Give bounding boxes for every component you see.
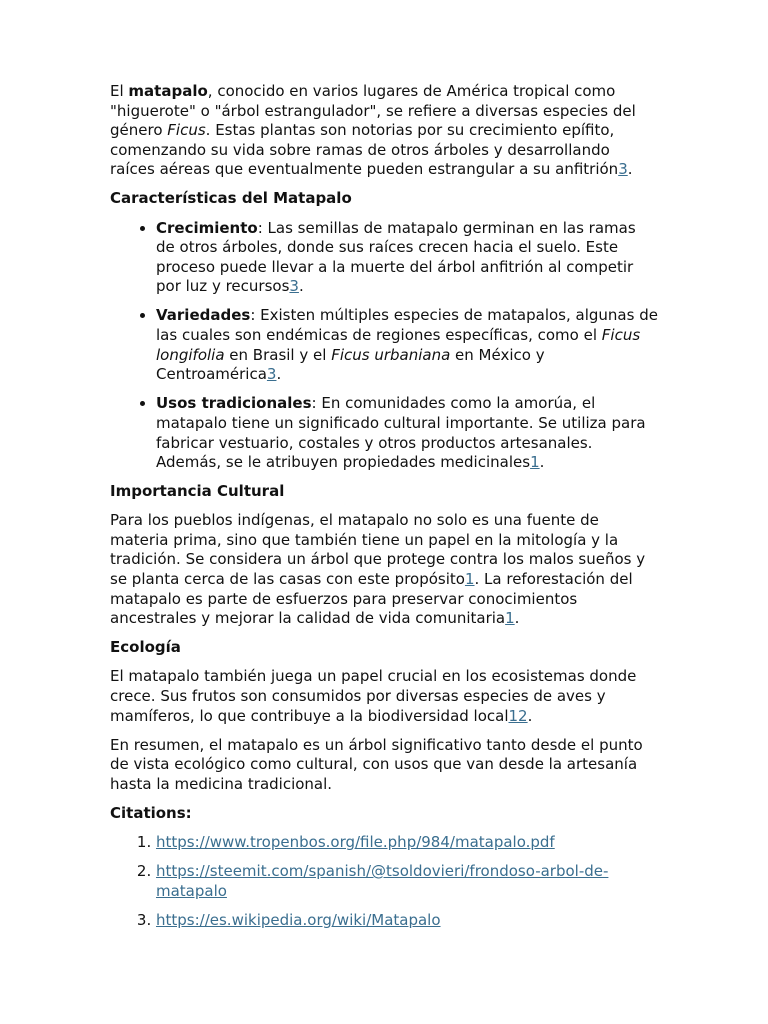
citation-url-link[interactable]: https://www.tropenbos.org/file.php/984/matapalo.pdf [156,833,555,852]
heading-caracteristicas: Características del Matapalo [110,189,352,208]
citation-link[interactable]: 12 [508,706,528,725]
citation-url-link[interactable]: https://es.wikipedia.org/wiki/Matapalo [156,910,441,929]
list-item-text: : En comunidades como la amorúa, el matapalo tiene un significado cultural importante. Se utiliza para fabricar vestuario, costales y otros productos artesanales. Además, se le atribuyen propiedades medicinales [156,394,646,472]
list-item-text: . [539,453,545,472]
citation-item [156,911,658,931]
species-name: Ficus urbaniana [331,345,451,364]
list-item-text: . [276,365,282,384]
paragraph-text: . [514,609,520,628]
heading-citations: Citations: [110,804,192,822]
intro-paragraph [110,82,658,180]
heading-ecologia: Ecología [110,638,181,657]
list-item-text: : Las semillas de matapalo germinan en las ramas de otros árboles, donde sus raíces crecen hacia el suelo. Este proceso puede llevar a la muerte del árbol anfitrión al competir por luz y recursos [156,218,636,296]
citations-list [110,833,658,930]
intro-text: , conocido en varios lugares de América tropical como "higuerote" o "árbol estrangulador", se refiere a diversas especies del género [110,82,636,140]
heading-importancia: Importancia Cultural [110,482,285,501]
list-item-label: Crecimiento [156,218,258,237]
list-item-usos [156,394,658,472]
importancia-paragraph [110,511,658,629]
intro-text: . [627,160,633,179]
intro-text: El [110,82,129,100]
citation-link[interactable]: 3 [266,365,277,384]
list-item-text: : Existen múltiples especies de matapalos, algunas de las cuales son endémicas de regiones específicas, como el [156,306,658,345]
list-item-crecimiento [156,219,658,297]
paragraph-text: Para los pueblos indígenas, el matapalo no solo es una fuente de materia prima, sino que también tiene un papel en la mitología y la tradición. Se considera un árbol que protege contra los malos sueños y se planta cerca de las casas con este propósito [110,511,646,589]
citation-link[interactable]: 3 [289,277,299,296]
paragraph-text: . [527,706,533,725]
citation-item [156,862,658,901]
paragraph-text: El matapalo también juega un papel crucial en los ecosistemas donde crece. Sus frutos son consumidos por diversas especies de aves y mamíferos, lo que contribuye a la biodiversidad local [110,667,637,725]
citation-link[interactable]: 1 [505,609,515,628]
intro-term-matapalo: matapalo [128,82,208,100]
citation-url-link[interactable]: https://steemit.com/spanish/@tsoldovieri/frondoso-arbol-de-matapalo [156,862,609,900]
citation-link[interactable]: 1 [530,453,540,472]
list-item-text: . [298,277,304,296]
list-item-text: en México y Centroamérica [156,345,545,384]
document-page [110,82,658,940]
citation-link[interactable]: 3 [618,160,628,179]
list-item-label: Usos tradicionales [156,394,312,413]
caracteristicas-list [110,219,658,473]
list-item-variedades [156,306,658,384]
summary-paragraph: En resumen, el matapalo es un árbol significativo tanto desde el punto de vista ecológico como cultural, con usos que van desde la artesanía hasta la medicina tradicional. [110,735,643,793]
list-item-text: en Brasil y el [224,345,332,364]
list-item-label: Variedades [156,306,251,325]
intro-text: . Estas plantas son notorias por su crecimiento epífito, comenzando su vida sobre ramas de otros árboles y desarrollando raíces aéreas que eventualmente pueden estrangular a su anfitrión [110,121,619,179]
citation-item [156,833,658,853]
ecologia-paragraph [110,667,658,726]
intro-term-ficus: Ficus [167,121,206,140]
species-name: Ficus longifolia [156,326,641,364]
citation-link[interactable]: 1 [464,570,475,589]
paragraph-text: . La reforestación del matapalo es parte de esfuerzos para preservar conocimientos ancestrales y mejorar la calidad de vida comunitaria [110,570,633,628]
